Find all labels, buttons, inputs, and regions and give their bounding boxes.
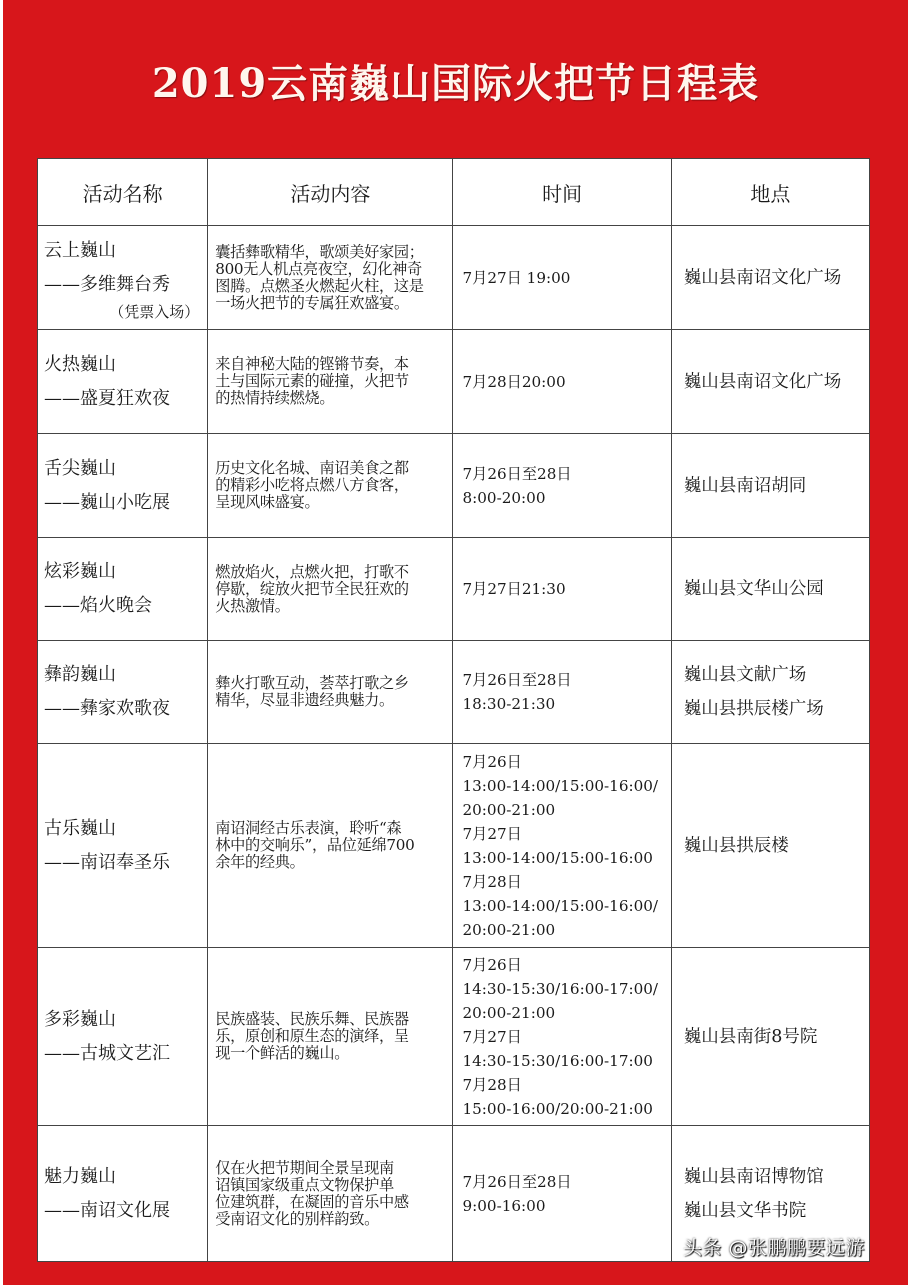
time-line: 13:00-14:00/15:00-16:00/ [462,896,659,915]
activity-content-cell [208,538,453,641]
activity-name-cell [38,1126,208,1262]
activity-subtitle: ——盛夏狂欢夜 [44,387,170,409]
content-line: 的精彩小吃将点燃八方食客， [215,476,409,494]
content-line: 仅在火把节期间全景呈现南 [215,1158,394,1177]
activity-name: 魅力巍山 [44,1165,116,1187]
time-line: 7月26日至28日 [462,464,572,483]
table-row [38,744,870,948]
location-cell [671,226,869,330]
poster-background [3,0,908,1285]
time-line: 20:00-21:00 [462,800,556,819]
schedule-table [37,158,870,1262]
content-line: 呈现风味盛宴。 [215,493,320,511]
time-line: 8:00-20:00 [462,488,546,507]
location-line: 巍山县南诏文化广场 [683,371,842,392]
time-line: 7月28日20:00 [462,372,566,391]
time-line: 14:30-15:30/16:00-17:00/ [462,979,659,998]
activity-note: （凭票入场） [109,302,200,321]
activity-subtitle: ——彝家欢歌夜 [44,698,170,719]
activity-subtitle: ——多维舞台秀 [44,273,170,295]
activity-name-cell [38,330,208,434]
location-line: 巍山县南街8号院 [683,1026,818,1047]
table-row [38,434,870,538]
activity-name-cell [38,226,208,330]
time-line: 14:30-15:30/16:00-17:00 [462,1051,653,1070]
activity-name: 多彩巍山 [44,1008,116,1030]
time-line: 15:00-16:00/20:00-21:00 [462,1099,653,1118]
location-line: 巍山县文华书院 [683,1200,807,1221]
activity-content-cell [208,330,453,434]
content-line: 乐，原创和原生态的演绎，呈 [215,1027,409,1045]
time-line: 7月26日 [462,752,522,771]
header-time: 时间 [453,159,671,226]
time-line: 20:00-21:00 [462,920,556,939]
table-row [38,641,870,744]
header-activity-name: 活动名称 [38,159,208,226]
time-cell [453,434,671,538]
time-cell [453,641,671,744]
location-cell [671,744,869,948]
watermark-text: 头条 @张鹏鹏要远游 [683,1237,866,1259]
time-cell [453,330,671,434]
content-line: 一场火把节的专属狂欢盛宴。 [215,293,409,312]
location-line: 巍山县拱辰楼 [683,835,789,856]
content-line: 土与国际元素的碰撞，火把节 [215,372,409,390]
time-line: 7月27日 [462,824,522,843]
time-line: 7月26日至28日 [462,671,572,689]
content-line: 南诏洞经古乐表演，聆听“森 [215,819,402,837]
location-line: 巍山县文献广场 [683,665,807,685]
location-cell [671,538,869,641]
location-line: 巍山县南诏博物馆 [683,1166,824,1187]
content-line: 的热情持续燃烧。 [215,389,335,407]
content-line: 来自神秘大陆的铿锵节奏，本 [215,355,409,373]
table-row [38,538,870,641]
activity-subtitle: ——南诏文化展 [44,1199,170,1221]
table-header-row [38,159,870,226]
activity-content-cell [208,641,453,744]
content-line: 精华，尽显非遗经典魅力。 [215,691,394,709]
content-line: 彝火打歌互动，荟萃打歌之乡 [215,674,409,692]
content-line: 受南诏文化的别样韵致。 [215,1209,379,1228]
time-line: 18:30-21:30 [462,695,556,713]
activity-content-cell [208,948,453,1126]
time-line: 7月27日21:30 [462,580,566,598]
activity-name: 火热巍山 [44,353,116,375]
activity-name: 炫彩巍山 [44,561,116,582]
content-line: 现一个鲜活的巍山。 [215,1044,350,1062]
time-line: 7月26日 [462,955,522,974]
time-line: 7月27日 [462,1027,522,1046]
content-line: 囊括彝歌精华，歌颂美好家园； [215,242,424,261]
content-line: 民族盛装、民族乐舞、民族器 [215,1010,409,1028]
activity-subtitle: ——南诏奉圣乐 [44,851,170,873]
time-line: 9:00-16:00 [462,1196,546,1215]
activity-content-cell [208,434,453,538]
table-row [38,948,870,1126]
header-activity-content: 活动内容 [208,159,453,226]
time-line: 7月27日 19:00 [462,268,571,287]
location-line: 巍山县文华山公园 [683,579,824,599]
activity-subtitle: ——巍山小吃展 [44,491,170,513]
content-line: 历史文化名城、南诏美食之都 [215,459,409,477]
time-line: 7月26日至28日 [462,1172,572,1191]
time-line: 13:00-14:00/15:00-16:00 [462,848,653,867]
activity-name: 云上巍山 [44,239,116,261]
content-line: 位建筑群，在凝固的音乐中感 [215,1192,409,1211]
location-cell [671,641,869,744]
content-line: 800无人机点亮夜空，幻化神奇 [215,259,422,278]
content-line: 停歇，绽放火把节全民狂欢的 [215,579,409,598]
activity-content-cell [208,744,453,948]
table-row [38,226,870,330]
activity-content-cell [208,226,453,330]
activity-name: 彝韵巍山 [44,664,116,685]
time-cell [453,226,671,330]
activity-name: 古乐巍山 [44,817,116,839]
location-line: 巍山县南诏文化广场 [683,267,842,288]
time-cell [453,538,671,641]
time-line: 7月28日 [462,1075,522,1094]
location-cell [671,948,869,1126]
location-cell [671,434,869,538]
location-cell [671,330,869,434]
table-body [38,226,870,1262]
content-line: 诏镇国家级重点文物保护单 [215,1175,394,1194]
activity-subtitle: ——焰火晚会 [44,595,152,616]
activity-name-cell [38,434,208,538]
location-line: 巍山县南诏胡同 [683,475,807,496]
activity-subtitle: ——古城文艺汇 [44,1042,170,1064]
activity-name-cell [38,538,208,641]
time-cell [453,1126,671,1262]
location-line: 巍山县拱辰楼广场 [683,699,824,719]
page-title: 2019云南巍山国际火把节日程表 [151,60,760,107]
content-line: 燃放焰火，点燃火把，打歌不 [215,562,409,581]
activity-name-cell [38,641,208,744]
activity-content-cell [208,1126,453,1262]
header-location: 地点 [671,159,869,226]
table-row [38,330,870,434]
content-line: 图腾。点燃圣火燃起火柱，这是 [215,276,424,295]
time-cell [453,948,671,1126]
time-line: 13:00-14:00/15:00-16:00/ [462,776,659,795]
activity-name-cell [38,744,208,948]
content-line: 余年的经典。 [215,853,305,871]
activity-name-cell [38,948,208,1126]
time-line: 20:00-21:00 [462,1003,556,1022]
activity-name: 舌尖巍山 [44,457,116,479]
time-line: 7月28日 [462,872,522,891]
time-cell [453,744,671,948]
content-line: 火热激情。 [215,596,290,615]
content-line: 林中的交响乐”，品位延绵700 [215,836,415,854]
